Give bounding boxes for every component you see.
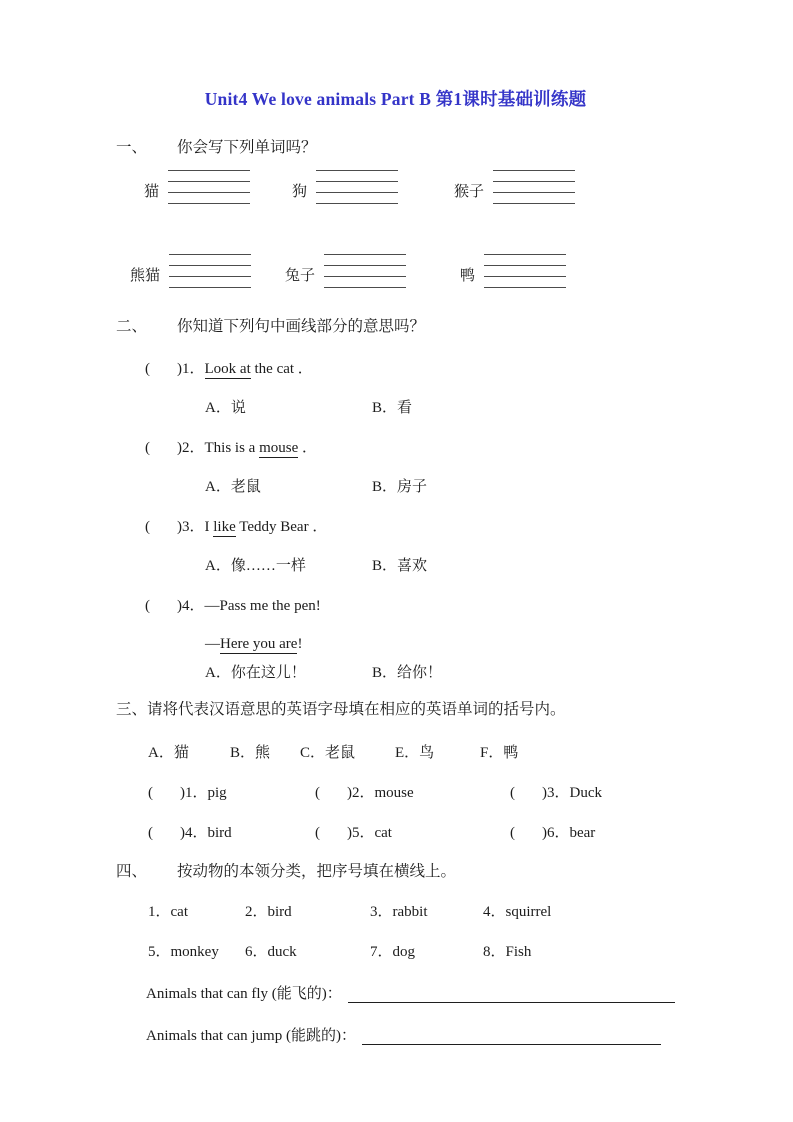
match-item-label: )2．mouse: [347, 785, 414, 801]
writing-lines-blank: [484, 254, 566, 288]
question-text: —: [205, 636, 220, 652]
question-label: )3．: [177, 519, 205, 535]
animal-item: 5．monkey: [148, 944, 219, 960]
letter-option: A．猫: [148, 745, 189, 761]
match-item: [315, 824, 510, 842]
answer-bracket: (: [148, 825, 153, 841]
animal-item: 8．Fish: [483, 944, 532, 960]
letter-option: E．鸟: [395, 745, 435, 761]
letter-option: F．鸭: [480, 745, 519, 761]
answer-bracket: (: [145, 361, 150, 377]
question-text: the cat ．: [250, 361, 313, 377]
writing-lines-blank: [493, 170, 575, 204]
section3-row-2: [148, 824, 675, 842]
section4-animals-row1: [148, 903, 675, 921]
answer-bracket: (: [315, 825, 320, 841]
page-title: Unit4 We love animals Part B 第1课时基础训练题: [204, 89, 587, 109]
writing-lines-blank: [316, 170, 398, 204]
section3-number: 三、: [116, 701, 148, 718]
question-text: !: [297, 636, 303, 652]
word-label-duck: 鸭: [460, 267, 476, 284]
underlined-phrase: Look at: [204, 361, 251, 377]
writing-lines-blank: [169, 254, 251, 288]
match-item-label: )4．bird: [180, 825, 232, 841]
match-item: [148, 824, 315, 842]
word-cell: [292, 170, 454, 204]
match-item: [510, 784, 675, 802]
section2-number: 二、: [116, 318, 148, 335]
match-item-label: )6．bear: [542, 825, 596, 841]
answer-bracket: (: [148, 785, 153, 801]
option-b: B．看: [372, 400, 413, 416]
answer-bracket: (: [145, 598, 150, 614]
option-a: A．像……一样: [205, 558, 306, 574]
match-item-label: )3．Duck: [542, 785, 602, 801]
answer-bracket: (: [315, 785, 320, 801]
word-row-2: [130, 254, 675, 288]
word-label-rabbit: 兔子: [285, 267, 316, 284]
question-text: I: [204, 519, 214, 535]
word-row-1: [144, 170, 675, 204]
writing-lines-blank: [168, 170, 250, 204]
option-a: A．老鼠: [205, 479, 261, 495]
jump-category-label: Animals that can jump (能跳的)：: [146, 1028, 356, 1044]
answer-bracket: (: [145, 519, 150, 535]
underlined-phrase: like: [213, 519, 236, 535]
section3-row-1: [148, 784, 675, 802]
question-label: )2．: [177, 440, 205, 456]
section2-heading: [116, 317, 675, 336]
section4-title: 按动物的本领分类，把序号填在横线上。: [177, 863, 457, 880]
question-3: [145, 518, 675, 536]
section1-number: 一、: [116, 139, 148, 156]
writing-lines-blank: [324, 254, 406, 288]
option-a: A．你在这儿！: [205, 665, 306, 681]
section1-title: 你会写下列单词吗？: [177, 139, 317, 156]
section4-heading: [116, 862, 675, 881]
question-text: Teddy Bear ．: [235, 519, 328, 535]
question-1-options: [205, 399, 675, 417]
option-b: B．喜欢: [372, 558, 428, 574]
animal-item: 1．cat: [148, 904, 188, 920]
question-2-options: [205, 478, 675, 496]
match-item-label: )1．pig: [180, 785, 227, 801]
question-label: )4．: [177, 598, 205, 614]
animal-item: 7．dog: [370, 944, 416, 960]
underlined-phrase: mouse: [259, 440, 299, 456]
question-2: [145, 439, 675, 457]
section4-animals-row2: [148, 943, 675, 961]
fly-category-label: Animals that can fly (能飞的)：: [146, 986, 342, 1002]
jump-category: [146, 1024, 675, 1045]
animal-item: 3．rabbit: [370, 904, 428, 920]
section3-heading: [116, 700, 675, 719]
answer-bracket: (: [145, 440, 150, 456]
word-cell: [454, 170, 675, 204]
option-b: B．房子: [372, 479, 428, 495]
animal-item: 4．squirrel: [483, 904, 552, 920]
option-a: A．说: [205, 400, 246, 416]
word-label-monkey: 猴子: [454, 183, 485, 200]
section2-title: 你知道下列句中画线部分的意思吗？: [177, 318, 426, 335]
question-text: This is a: [204, 440, 260, 456]
animal-item: 6．duck: [245, 944, 297, 960]
match-item: [148, 784, 315, 802]
question-1: [145, 360, 675, 378]
answer-bracket: (: [510, 785, 515, 801]
question-3-options: [205, 557, 675, 575]
word-cell: [144, 170, 292, 204]
word-label-dog: 狗: [292, 183, 308, 200]
section4-number: 四、: [116, 863, 148, 880]
letter-option: C．老鼠: [300, 745, 356, 761]
option-b: B．给你！: [372, 665, 443, 681]
letter-option: B．熊: [230, 745, 271, 761]
answer-bracket: (: [510, 825, 515, 841]
section1-heading: [116, 138, 675, 157]
word-cell: [130, 254, 285, 288]
word-cell: [285, 254, 460, 288]
match-item: [315, 784, 510, 802]
fly-category: [146, 982, 675, 1003]
section3-title: 请将代表汉语意思的英语字母填在相应的英语单词的括号内。: [147, 701, 566, 718]
question-4: [145, 597, 675, 615]
underlined-phrase: Here you are: [220, 636, 298, 652]
jump-answer-line: [362, 1031, 661, 1045]
match-item: [510, 824, 675, 842]
animal-item: 2．bird: [245, 904, 292, 920]
question-text: ．: [298, 440, 318, 456]
question-text: —Pass me the pen!: [204, 598, 321, 614]
question-label: )1．: [177, 361, 205, 377]
match-item-label: )5．cat: [347, 825, 392, 841]
question-4-line2: [205, 635, 675, 653]
word-label-panda: 熊猫: [130, 267, 161, 284]
section3-letter-options: [148, 744, 675, 762]
question-4-options: [205, 664, 675, 682]
word-label-cat: 猫: [144, 183, 160, 200]
fly-answer-line: [348, 989, 675, 1003]
word-cell: [460, 254, 675, 288]
